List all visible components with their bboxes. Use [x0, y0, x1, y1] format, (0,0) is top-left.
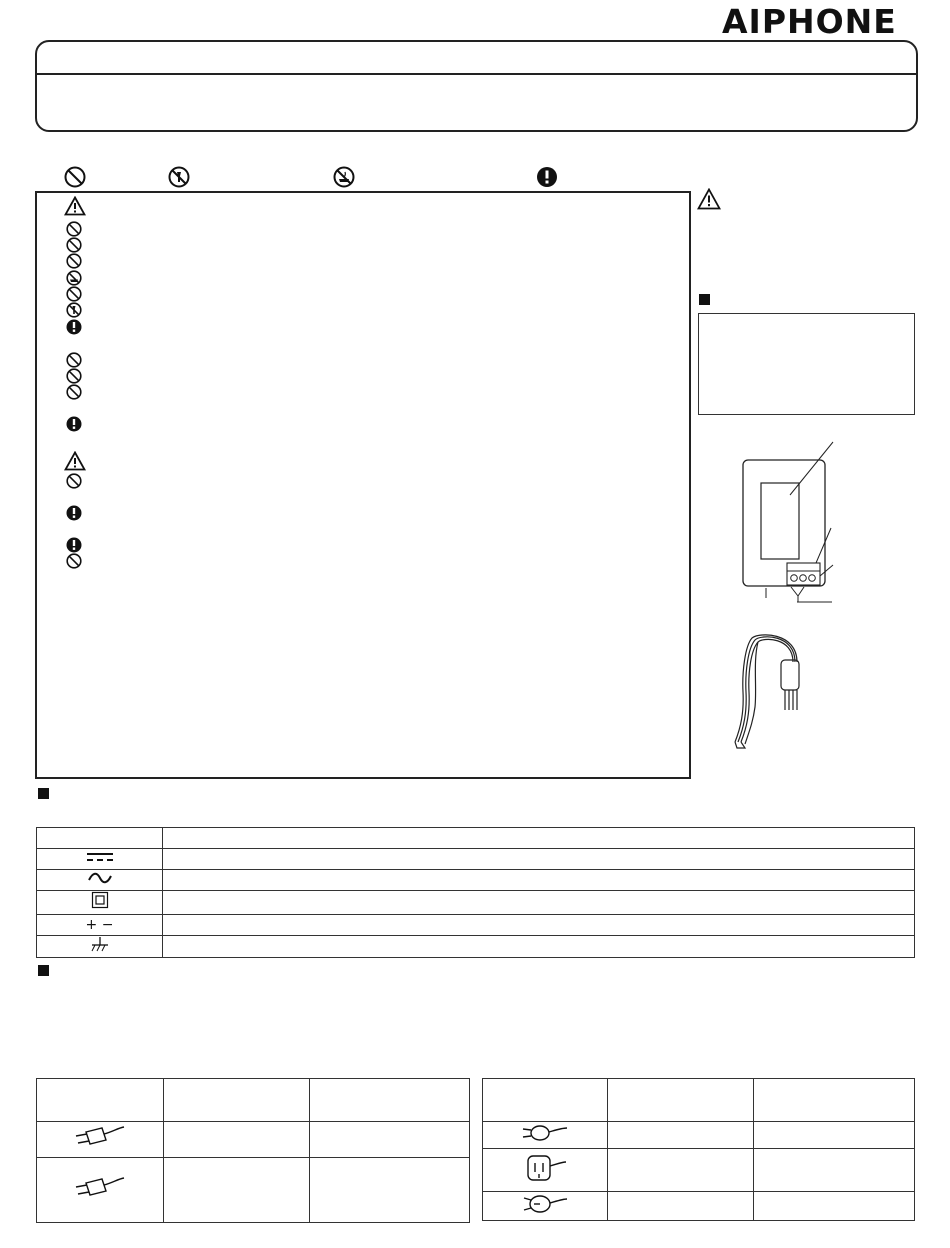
table-header-cell [608, 1079, 754, 1122]
caution-triangle-icon [697, 188, 721, 210]
table-cell [483, 1192, 608, 1221]
mandatory-icon [66, 505, 82, 521]
title-box [35, 40, 918, 132]
ground-symbol-icon [90, 936, 110, 952]
mandatory-icon [66, 416, 82, 432]
prohibited-icon [66, 384, 82, 400]
table-cell [608, 1149, 754, 1192]
table-cell [608, 1122, 754, 1149]
table-cell [754, 1122, 915, 1149]
table-cell [37, 936, 163, 958]
prohibited-icon [64, 166, 86, 188]
table-cell [37, 1122, 164, 1158]
table-cell [164, 1158, 310, 1223]
section-marker [38, 965, 49, 976]
power-cord-illustration [723, 632, 833, 750]
prohibited-icon [66, 253, 82, 269]
table-cell [754, 1149, 915, 1192]
type-i-plug-icon [520, 1193, 570, 1215]
mandatory-icon [66, 537, 82, 553]
type-g-plug-icon [522, 1152, 568, 1184]
keep-away-from-water-icon [66, 270, 82, 286]
table-header-cell [164, 1079, 310, 1122]
table-cell [37, 891, 163, 915]
table-cell [164, 1122, 310, 1158]
table-cell [37, 1158, 164, 1223]
type-a-plug-icon [72, 1124, 128, 1150]
title-divider [37, 73, 916, 75]
table-cell [163, 936, 915, 958]
prohibited-icon [66, 352, 82, 368]
prohibited-icon [66, 286, 82, 302]
type-c-plug-icon [520, 1123, 570, 1143]
table-cell [310, 1158, 470, 1223]
power-supply-unit-illustration [738, 440, 838, 605]
table-cell [754, 1192, 915, 1221]
plus-minus-symbol-icon: + − [37, 915, 163, 936]
prohibited-icon [66, 553, 82, 569]
caution-triangle-icon [64, 451, 86, 471]
table-header-cell [37, 828, 163, 849]
prohibited-icon [66, 237, 82, 253]
type-a-plug-icon [72, 1175, 128, 1201]
table-cell [37, 870, 163, 891]
safety-precautions-box [35, 191, 691, 779]
table-cell [163, 870, 915, 891]
do-not-disassemble-icon [168, 166, 190, 188]
table-cell [483, 1149, 608, 1192]
mandatory-icon [66, 319, 82, 335]
table-header-cell [483, 1079, 608, 1122]
aiphone-logo: AIPHONE [722, 2, 897, 41]
section-marker [699, 294, 710, 305]
prohibited-icon [66, 368, 82, 384]
table-cell [37, 849, 163, 870]
notice-box [698, 313, 915, 415]
table-cell [163, 915, 915, 936]
ac-symbol-icon [87, 871, 113, 885]
table-cell [163, 891, 915, 915]
table-header-cell [37, 1079, 164, 1122]
keep-away-from-water-icon [333, 166, 355, 188]
table-header-cell [163, 828, 915, 849]
caution-triangle-icon [64, 196, 86, 216]
table-cell [163, 849, 915, 870]
plug-table-left [36, 1078, 470, 1223]
mandatory-icon [536, 166, 558, 188]
prohibited-icon [66, 473, 82, 489]
prohibited-icon [66, 221, 82, 237]
plug-table-right [482, 1078, 915, 1221]
symbols-table [36, 827, 915, 958]
section-marker [38, 788, 49, 799]
dc-symbol-icon [86, 851, 114, 863]
table-header-cell [754, 1079, 915, 1122]
class-ii-symbol-icon [91, 891, 109, 909]
table-header-cell [310, 1079, 470, 1122]
do-not-disassemble-icon [66, 302, 82, 318]
table-cell [483, 1122, 608, 1149]
table-cell [310, 1122, 470, 1158]
table-cell [608, 1192, 754, 1221]
